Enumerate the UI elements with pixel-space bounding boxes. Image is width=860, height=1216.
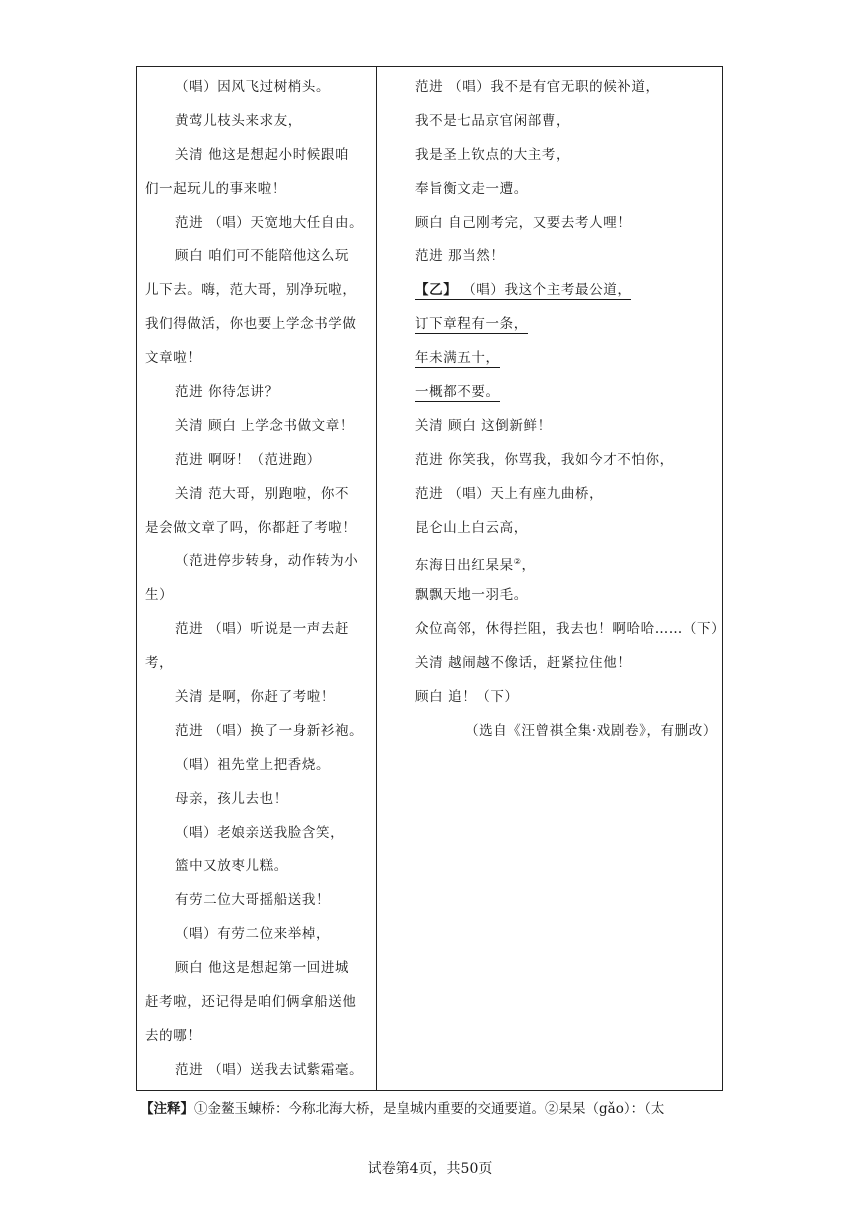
- script-line: 去的哪！: [145, 1027, 202, 1044]
- line-text: 范进 那当然！: [415, 248, 505, 265]
- script-line: 范进 你待怎讲？: [175, 384, 279, 401]
- line-text: 我不是七品京官闲部曹，: [415, 112, 571, 129]
- line-text: 东海日出红杲杲: [415, 557, 514, 574]
- script-line: [415, 512, 721, 546]
- script-line: （唱）祖先堂上把香烧。: [175, 756, 331, 773]
- script-line: 们一起玩儿的事来啦！: [145, 180, 286, 197]
- script-line: [415, 647, 721, 681]
- script-line: [415, 376, 721, 410]
- script-line: 是会做文章了吗，你都赶了考啦！: [145, 519, 357, 536]
- script-line: 文章啦！: [145, 350, 202, 367]
- script-line: 有劳二位大哥摇船送我！: [175, 892, 331, 909]
- underlined-text: 一概都不要。: [415, 384, 500, 401]
- script-line: 母亲，孩儿去也！: [175, 790, 288, 807]
- line-text: 关清 顾白 这倒新鲜！: [415, 417, 552, 434]
- script-line: [415, 139, 721, 173]
- line-text: 奉旨衡文走一遭。: [415, 180, 528, 197]
- note-text: ①金鳌玉蝀桥：今称北海大桥，是皇城内重要的交通要道。②杲杲（gǎo）：（太: [194, 1101, 665, 1117]
- script-line: 关清 范大哥，别跑啦，你不: [175, 485, 350, 502]
- script-line: （唱）有劳二位来举棹，: [175, 926, 331, 943]
- script-line: [415, 681, 721, 715]
- script-line: 范进 （唱）送我去试紫霜毫。: [175, 1061, 364, 1078]
- footnote-marker: ②: [513, 557, 522, 567]
- line-text: 众位高邻，休得拦阻，我去也！啊哈哈……（下）: [415, 621, 726, 638]
- annotation-note: [140, 1097, 740, 1121]
- script-line: 范进 啊呀！（范进跑）: [175, 451, 321, 468]
- script-line: （唱）老娘亲送我脸含笑，: [175, 824, 345, 841]
- stage-direction: （唱）: [457, 282, 505, 299]
- line-text: （选自《汪曾祺全集·戏剧卷》，有删改）: [465, 722, 717, 739]
- script-line: [415, 478, 721, 512]
- column-divider: [376, 67, 377, 1090]
- line-text: 飘飘天地一羽毛。: [415, 587, 528, 604]
- left-column: [145, 71, 371, 1088]
- script-line: [415, 579, 721, 613]
- script-line: [415, 207, 721, 241]
- script-line: [415, 105, 721, 139]
- script-line: [415, 444, 721, 478]
- note-label: 【注释】: [140, 1101, 194, 1117]
- script-line: [415, 545, 721, 579]
- script-line: 关清 顾白 上学念书做文章！: [175, 417, 354, 434]
- script-table: [136, 66, 726, 1091]
- script-line: [415, 240, 721, 274]
- script-line: 范进 （唱）天宽地大任自由。: [175, 214, 364, 231]
- script-line: 范进 （唱）换了一身新衫袍。: [175, 722, 364, 739]
- script-line: 赶考啦，还记得是咱们俩拿船送他: [145, 994, 357, 1011]
- line-text: 范进 你笑我，你骂我，我如今才不怕你，: [415, 451, 674, 468]
- line-text: 范进 （唱）天上有座九曲桥，: [415, 485, 604, 502]
- script-line: 顾白 咱们可不能陪他这么玩: [175, 248, 350, 265]
- script-line: 儿下去。嗨，范大哥，别净玩啦，: [145, 282, 357, 299]
- right-column: [415, 71, 726, 749]
- source-citation: [415, 715, 721, 749]
- script-line: 篮中又放枣儿糕。: [175, 858, 288, 875]
- script-line: [415, 410, 721, 444]
- script-line: 关清 是啊，你赶了考啦！: [175, 689, 335, 706]
- script-line: [415, 173, 721, 207]
- script-line: 范进 （唱）听说是一声去赶: [175, 621, 350, 638]
- script-line: [415, 613, 726, 647]
- script-line: [415, 71, 721, 105]
- line-text: 顾白 自己刚考完，又要去考人哩！: [415, 214, 632, 231]
- underlined-text: 订下章程有一条，: [415, 316, 528, 333]
- script-line: 生）: [145, 587, 174, 604]
- line-text: 我是圣上钦点的大主考，: [415, 146, 571, 163]
- punctuation: ，: [521, 557, 536, 574]
- underlined-text: 年未满五十，: [415, 350, 500, 367]
- line-text: 范进 （唱）我不是有官无职的候补道，: [415, 79, 660, 95]
- script-line: 我们得做活，你也要上学念书学做: [145, 316, 357, 333]
- line-text: 顾白 追！（下）: [415, 689, 519, 706]
- script-line: [415, 274, 721, 308]
- script-line: 考，: [145, 655, 174, 672]
- section-marker: 【乙】: [415, 282, 458, 299]
- line-text: 昆仑山上白云高，: [415, 519, 528, 536]
- script-line: 黄莺儿枝头来求友，: [175, 112, 302, 129]
- script-line: [415, 342, 721, 376]
- script-line: 顾白 他这是想起第一回进城: [175, 960, 350, 977]
- page-footer: 试卷第4页，共50页: [367, 1161, 493, 1177]
- line-text: 关清 越闹越不像话，赶紧拉住他！: [415, 655, 632, 672]
- underlined-text: 我这个主考最公道，: [504, 282, 632, 299]
- script-line: 关清 他这是想起小时候跟咱: [175, 146, 350, 163]
- script-line: （范进停步转身，动作转为小: [175, 553, 359, 570]
- script-line: （唱）因风飞过树梢头。: [175, 79, 331, 95]
- script-line: [415, 308, 721, 342]
